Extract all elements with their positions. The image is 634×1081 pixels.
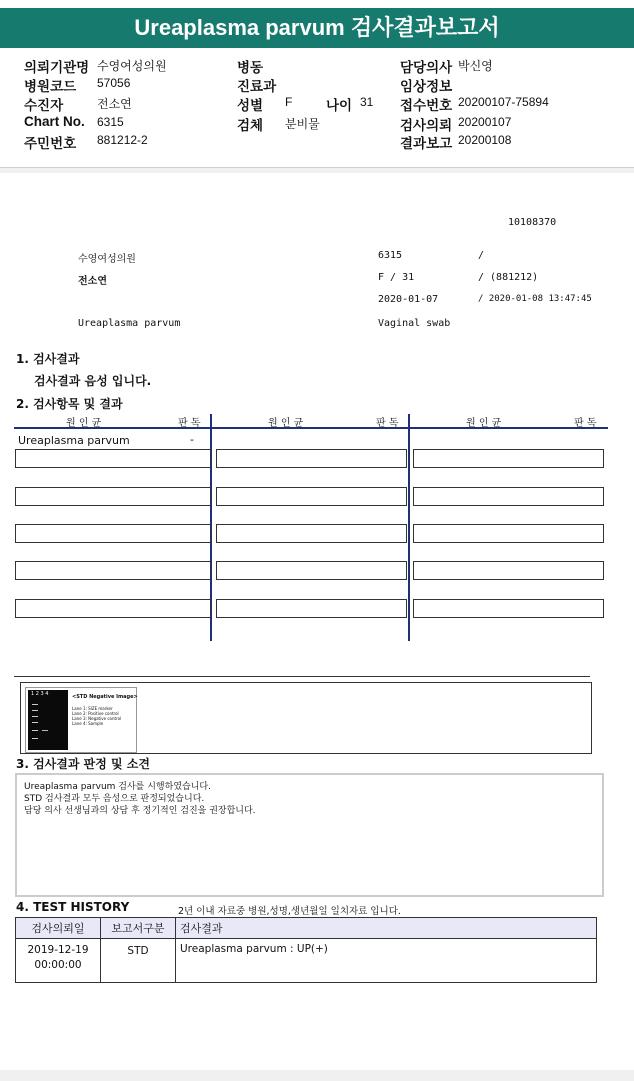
header-value: 수영여성의원: [97, 59, 167, 73]
header-value: 6315: [97, 115, 124, 129]
result-box: [15, 487, 211, 506]
header-info: [0, 50, 634, 168]
specimen: Vaginal swab: [378, 318, 451, 329]
result-box: [216, 561, 407, 580]
result-box: [15, 524, 211, 543]
result-box: [216, 599, 407, 618]
opinion-line: STD 검사결과 모두 음성으로 판정되었습니다.: [24, 794, 205, 804]
section1-result: 검사결과 음성 입니다.: [34, 374, 152, 388]
history-type: STD: [101, 939, 176, 983]
header-value: 분비물: [285, 117, 320, 131]
separator-slash: /: [478, 250, 485, 261]
sex-age: F / 31: [378, 272, 415, 283]
header-value: 20200107-75894: [458, 95, 549, 109]
header-label: 성별: [237, 98, 264, 113]
result-box: [413, 524, 604, 543]
gel-image: [25, 687, 137, 753]
table-row: [16, 939, 597, 983]
opinion-text: [24, 781, 256, 817]
header-label: 검사의뢰: [400, 118, 453, 133]
report-number: 10108370: [508, 217, 557, 228]
header-value: 881212-2: [97, 133, 148, 147]
section4-title: 4. TEST HISTORY: [16, 900, 130, 914]
header-label: 임상정보: [400, 79, 453, 94]
header-label: Chart No.: [24, 114, 85, 129]
col-result-header: 판 독: [376, 418, 399, 429]
history-col-type: 보고서구분: [101, 918, 176, 939]
col-organism-header: 원 인 균: [66, 418, 102, 429]
result-box: [413, 561, 604, 580]
result-box: [216, 487, 407, 506]
result-box: [15, 561, 211, 580]
organism-result: -: [190, 433, 194, 446]
header-value: F: [285, 95, 293, 109]
history-date: [16, 939, 101, 983]
separator-band: [0, 168, 634, 173]
gel-photo: [28, 690, 68, 750]
header-label: 수진자: [24, 98, 64, 113]
divider: [14, 676, 590, 677]
result-box: [15, 449, 211, 468]
gel-legend: Lane 2: Positive control: [72, 711, 119, 716]
result-box: [15, 599, 211, 618]
header-label: 진료과: [237, 79, 277, 94]
header-label: 의뢰기관명: [24, 60, 90, 75]
opinion-line: 담당 의사 선생님과의 상담 후 정기적인 검진을 권장합니다.: [24, 806, 256, 816]
result-box: [413, 487, 604, 506]
chart-number: 6315: [378, 250, 403, 261]
report-datetime: / 2020-01-08 13:47:45: [478, 294, 592, 304]
section3-title: 3. 검사결과 판정 및 소견: [16, 757, 150, 771]
test-name: Ureaplasma parvum: [78, 318, 181, 329]
header-label: 나이: [326, 98, 353, 113]
patient-name: 전소연: [78, 276, 107, 287]
gel-heading: <STD Negative Image>: [72, 694, 138, 700]
history-date-day: 2019-12-19: [27, 944, 89, 956]
history-result: Ureaplasma parvum : UP(+): [176, 939, 597, 983]
header-value: 박신영: [458, 59, 493, 73]
section2-title: 2. 검사항목 및 결과: [16, 397, 123, 411]
footer-band: [0, 1070, 634, 1081]
header-value: 31: [360, 95, 374, 109]
section1-title: 1. 검사결과: [16, 352, 80, 366]
header-label: 결과보고: [400, 136, 453, 151]
header-label: 접수번호: [400, 98, 453, 113]
history-col-date: 검사의뢰일: [16, 918, 101, 939]
opinion-box: [15, 773, 604, 897]
col-result-header: 판 독: [178, 418, 201, 429]
header-label: 병동: [237, 60, 264, 75]
history-table: [15, 917, 597, 983]
header-label: 담당의사: [400, 60, 453, 75]
gel-legend: Lane 3: Negative control: [72, 716, 122, 721]
hospital-name: 수영여성의원: [78, 254, 136, 265]
result-box: [413, 449, 604, 468]
report-title: Ureaplasma parvum 검사결과보고서: [0, 8, 634, 48]
header-value: 20200107: [458, 115, 512, 129]
header-label: 검체: [237, 118, 264, 133]
header-value: 57056: [97, 76, 131, 90]
result-box: [216, 449, 407, 468]
history-col-result: 검사결과: [176, 918, 597, 939]
history-note: 2년 이내 자료중 병원,성명,생년월일 일치자료 입니다.: [178, 906, 401, 917]
header-label: 주민번호: [24, 136, 77, 151]
result-box: [413, 599, 604, 618]
result-box: [216, 524, 407, 543]
gel-legend: Lane 4: Sample: [72, 721, 104, 726]
header-value: 전소연: [97, 97, 132, 111]
gel-legend: Lane 1: SIZE marker: [72, 706, 113, 711]
history-date-time: 00:00:00: [34, 959, 82, 971]
col-organism-header: 원 인 균: [466, 418, 502, 429]
organism-name: Ureaplasma parvum: [18, 434, 130, 447]
header-value: 20200108: [458, 133, 512, 147]
opinion-line: Ureaplasma parvum 검사를 시행하였습니다.: [24, 782, 211, 792]
birth-date: / (881212): [478, 272, 539, 283]
col-result-header: 판 독: [574, 418, 597, 429]
col-organism-header: 원 인 균: [268, 418, 304, 429]
gel-image-frame: [20, 682, 592, 754]
gel-lane-numbers: 1 2 3 4: [31, 691, 49, 697]
request-date: 2020-01-07: [378, 294, 439, 305]
header-label: 병원코드: [24, 79, 77, 94]
